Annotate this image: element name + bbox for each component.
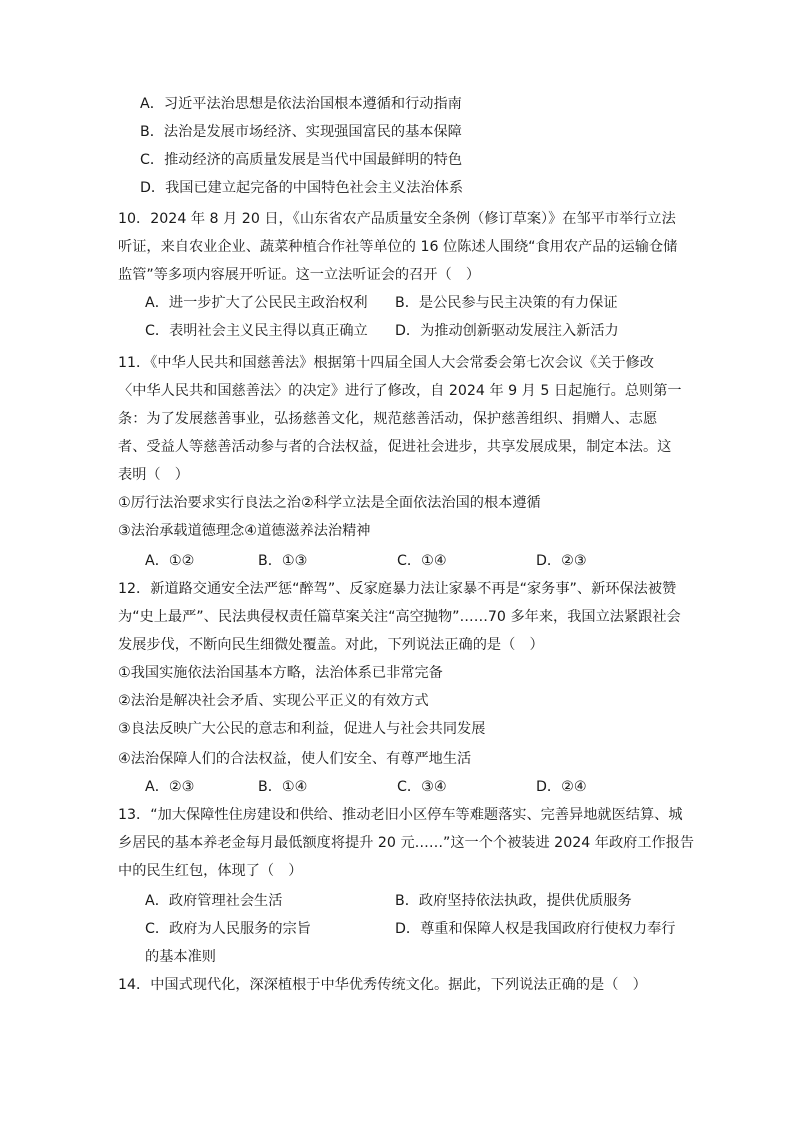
q9-option-c[interactable]: C．推动经济的高质量发展是当代中国最鲜明的特色 <box>140 152 463 168</box>
q14-stem: 14．中国式现代化，深深植根于中华优秀传统文化。据此，下列说法正确的是（ ） <box>118 977 647 993</box>
q11-option-a[interactable]: A．①② <box>145 553 195 569</box>
q11-statement-line-1: ①厉行法治要求实行良法之治②科学立法是全面依法治国的根本遵循 <box>118 495 541 511</box>
q11-stem-line-3: 条：为了发展慈善事业，弘扬慈善文化，规范慈善活动，保护慈善组织、捐赠人、志愿 <box>118 411 658 427</box>
q12-stem-line-1: 12．新道路交通安全法严惩“醉驾”、反家庭暴力法让家暴不再是“家务事”、新环保法被赞 <box>118 581 677 597</box>
q9-option-d[interactable]: D．我国已建立起完备的中国特色社会主义法治体系 <box>140 180 464 196</box>
q9-option-b[interactable]: B．法治是发展市场经济、实现强国富民的基本保障 <box>140 124 462 140</box>
q13-stem-line-1: 13．“加大保障性住房建设和供给、推动老旧小区停车等难题落实、完善异地就医结算、城 <box>118 807 683 823</box>
q13-option-b[interactable]: B．政府坚持依法执政，提供优质服务 <box>395 893 632 909</box>
q13-stem-line-3: 中的民生红包，体现了（ ） <box>118 863 303 879</box>
q12-statement-1: ①我国实施依法治国基本方略，法治体系已非常完备 <box>118 665 443 681</box>
q10-option-d[interactable]: D．为推动创新驱动发展注入新活力 <box>395 323 619 339</box>
q11-stem-line-1: 11．《中华人民共和国慈善法》根据第十四届全国人大会常委会第七次会议《关于修改 <box>118 355 654 371</box>
q11-stem-line-2: 〈中华人民共和国慈善法〉的决定》进行了修改，自 2024 年 9 月 5 日起施行。总则第一 <box>118 383 682 399</box>
q13-option-d[interactable]: D．尊重和保障人权是我国政府行使权力奉行 <box>395 921 676 937</box>
q13-stem-line-2: 乡居民的基本养老金每月最低额度将提升 20 元……”这一个个被装进 2024 年政府工作报告 <box>118 835 695 851</box>
q12-option-c[interactable]: C．③④ <box>397 779 447 795</box>
q12-option-d[interactable]: D．②④ <box>536 779 587 795</box>
q11-option-d[interactable]: D．②③ <box>536 553 587 569</box>
q9-option-a[interactable]: A．习近平法治思想是依法治国根本遵循和行动指南 <box>140 96 462 112</box>
q10-stem-line-3: 监管”等多项内容展开听证。这一立法听证会的召开（ ） <box>118 267 481 283</box>
q10-stem-line-1: 10．2024 年 8 月 20 日，《山东省农产品质量安全条例（修订草案）》在邹平市举行立法 <box>118 211 676 227</box>
q12-stem-line-3: 发展步伐，不断向民生细微处覆盖。对此，下列说法正确的是（ ） <box>118 637 544 653</box>
q11-stem-line-4: 者、受益人等慈善活动参与者的合法权益，促进社会进步，共享发展成果，制定本法。这 <box>118 439 672 455</box>
q12-option-b[interactable]: B．①④ <box>258 779 308 795</box>
q10-stem-line-2: 听证，来自农业企业、蔬菜种植合作社等单位的 16 位陈述人围绕“食用农产品的运输仓储 <box>118 239 678 255</box>
q10-option-a[interactable]: A．进一步扩大了公民民主政治权利 <box>145 295 368 311</box>
q12-statement-3: ③良法反映广大公民的意志和利益，促进人与社会共同发展 <box>118 721 486 737</box>
q10-option-b[interactable]: B．是公民参与民主决策的有力保证 <box>395 295 618 311</box>
q13-option-a[interactable]: A．政府管理社会生活 <box>145 893 283 909</box>
q13-option-d-continued: 的基本准则 <box>145 949 216 965</box>
q11-option-c[interactable]: C．①④ <box>397 553 447 569</box>
q12-option-a[interactable]: A．②③ <box>145 779 195 795</box>
q13-option-c[interactable]: C．政府为人民服务的宗旨 <box>145 921 311 937</box>
q11-statement-line-2: ③法治承载道德理念④道德滋养法治精神 <box>118 523 371 539</box>
q11-option-b[interactable]: B．①③ <box>258 553 308 569</box>
q12-statement-4: ④法治保障人们的合法权益，使人们安全、有尊严地生活 <box>118 751 472 767</box>
q11-stem-line-5: 表明（ ） <box>118 467 189 483</box>
q12-stem-line-2: 为“史上最严”、民法典侵权责任篇草案关注“高空抛物”……70 多年来，我国立法紧跟社会 <box>118 609 681 625</box>
q10-option-c[interactable]: C．表明社会主义民主得以真正确立 <box>145 323 368 339</box>
q12-statement-2: ②法治是解决社会矛盾、实现公平正义的有效方式 <box>118 693 429 709</box>
